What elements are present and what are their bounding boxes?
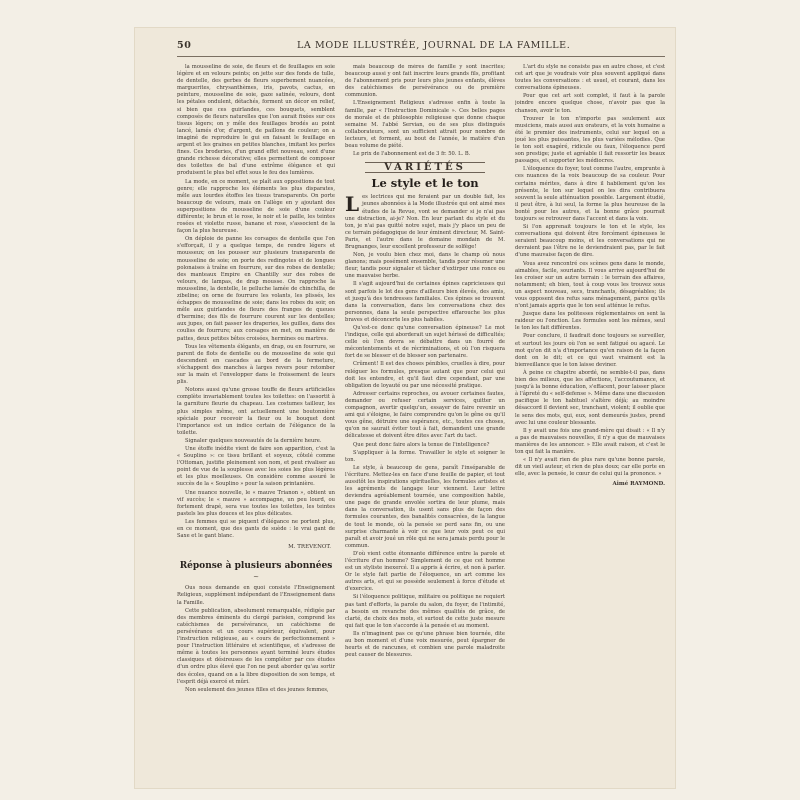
- paragraph: Trouver le ton n'importe pas seulement aux musiciens, mais aussi aux orateurs, et la voix humaine a été le premier des instruments, celui sur lequel on a joué les plus puissantes, les plus variées mélodies. Que le ton soit exagéré, ridicule ou faux, l'éloquence perd son prestige; juste et agréable il fait ressortir les beaux passages, et supporter les médiocres.: [515, 115, 665, 165]
- paragraph: On déploie de panne les corsages de dentelle que l'on s'efforçait, il y a quelque temps, de rendre légers et mousseux; on les pousser sur plusieurs transparents de mousseline de soie; on porte des redingotes et de longues polonaises à traîne en fourrure, sur des robes de dentelle; des manteaux Empire en Chantilly sur des robes de velours, de lampas, de drap mousse. On rapproche la mousseline, la dentelle, le pelluche lamée de chinchilla, de zibeline; on orne de fourrure les volants, les plissés, les échappes de mousseline de soie; dans les robes du soir, on mêle aux guirlandes de fleurs des franges de queues d'hermine; des fils de fourrure courent sur les dentelles; aux jupes, on fait passer les draperies, les guilles, dans des couliss de fourrure; aux corsages en met, on manière de pattes, deux petites bêtes croisées, hermines ou martres.: [177, 236, 335, 342]
- article-title: Le style et le ton: [371, 176, 479, 191]
- paragraph: L'éloquence du foyer, tout comme l'autre, emprunte à ces nuances de la voix beaucoup de sa couleur. Pour certains mérites, dans à dire il habilement qu'on les présente, le ton sur lequel on les dira contribuera souvent la seule atténuation possible. Largement étudié, il peut être, à lui seul, la forme la plus heureuse de la bonté pour les autres, et la bonne grâce pourrait toujours se retrouver dans l'accent et dans la voix.: [515, 166, 665, 222]
- paragraph: La mode, en ce moment, se plaît aux oppositions de tout genre; elle rapproche les éléments les plus disparates, mêle aux lourdes étoffes les tissus transparents. On porte beaucoup de velours, mais on l'allège en y ajoutant des superpositions de mousseline de soie d'une couleur différente; le brun et le rose, le noir et le paille, les teintes rosées et violette russe, banane et rose, s'associent de la façon la plus heureuse.: [177, 178, 335, 235]
- section-banner: VARIÉTÉS: [365, 162, 485, 173]
- section-title: Réponse à plusieurs abonnées: [179, 561, 333, 572]
- header-rule: [177, 56, 665, 57]
- page-number: 50: [177, 40, 192, 51]
- paragraph: Cette publication, absolument remarquable, rédigée par des membres éminents du clergé parisien, comprend les catéchismes de persévérance, un catéchisme de persévérance et un cours supérieur, équivalent, pour l'instruction religieuse, au « cours de perfectionnement » pour l'instruction littéraire et scientifique, et s'adresse de même à toutes les personnes ayant terminé leurs études classiques et désireuses de les compléter par ces études d'un ordre plus élevé que l'on ne peut aborder qu'au sortir des écoles, quand on a la libre disposition de son temps, et l'esprit déjà exercé et mûri.: [177, 607, 335, 685]
- paragraph: Qu'est-ce donc qu'une conversation épineuse? Le mot l'indique, celle qui aborderait un sujet hérissé de difficultés; celle où l'on devra se débattre dans un fourré de mécontentements et de récriminations, et où l'on risquera fort de se blesser et de blesser son partenaire.: [345, 325, 505, 360]
- column-left: [177, 64, 335, 778]
- paragraph: Crûment! Il est des choses pénibles, cruelles à dire, pour reléguer les formules, presque autant que pour celui qui doit les entendre, et qu'il faut dire cependant, par une obligation de loyauté ou par une nécessité pratique.: [345, 361, 505, 389]
- ornament-divider: ~: [253, 573, 259, 582]
- paragraph: Il y avait une fois une grand-mère qui disait : « Il n'y a pas de mauvaises nouvelles, il n'y a que de mauvaises manières de les annoncer. » Elle avait raison, et c'est le ton qui fait la manière.: [515, 427, 665, 455]
- price-line: Le prix de l'abonnement est de 3 fr. 50. L. B.: [353, 151, 471, 158]
- page-header: [177, 40, 665, 56]
- paragraph: Il s'agit aujourd'hui de certaines épines capricieuses qui sont parfois le lot des gens d'ailleurs bien élevés, des amis, et jusqu'à des tendresses familiales. Ces épines se trouvent dans la conversation, dans les conversations chez des personnes, dans la seule perspective effarouche les plus braves et déconcerte les plus habiles.: [345, 281, 505, 323]
- paragraph: Vous avez rencontré ces scènes gens dans le monde, aimables, facile, souriants. Il vous arrive aujourd'hui de les croiser sur un autre terrain : le terrain des affaires, notamment; eh bien, tout à coup vous les trouvez sous un aspect nouveau, secs, tranchants, désagréables; ils vous opposent des refus sans ménagement, parce qu'ils n'ont jamais appris que le ton seul atténue le refus.: [515, 260, 665, 310]
- paragraph: Que peut donc faire alors la tenue de l'intelligence?: [353, 441, 490, 448]
- paragraph: Tous les vêtements élégants, en drap, ou en fourrure, se parent de flots de dentelle ou de mousseline de soie qui descendent en cascades au bord de la fermeture, s'échappent des manches à larges revers pour retomber sur la main et l'envelopper dans le froissement de leurs plis.: [177, 343, 335, 386]
- newspaper-page: [135, 28, 675, 788]
- paragraph: Non seulement des jeunes filles et des jeunes femmes,: [185, 686, 329, 693]
- paragraph: la mousseline de soie, de fleurs et de feuillages en soie légère et en velours peints; on jette sur des fonds de tulle, de dentelle, des gerbes de fleurs superbement nuancées, marguerites, chrysanthèmes, iris, pavots, cactus, en peinture, mousseline de soie, gaze satinée, velours, dont les pétales ondulent, détachés, forment un décor en relief, si bien que ces guirlandes, ces bouquets, semblent composés de fleurs naturelles que l'on aurait fixées sur ces tissus légers; on y mêle des feuillages brodés au point lancé, lamés d'or, d'argent, de paillons de couleur; on a imaginé de reproduire le gui en faisant le feuillage en argent et les graines en petites blanches, imitant les perles fines. Ces broderies, d'un grand effet nouveau, sont d'une grande richesse décorative; elles permettent de composer des toilettes de bal d'une extrême élégance et qui produisent le plus bel effet sous le feu des lumières.: [177, 64, 335, 177]
- paragraph: S'appliquer à la forme. Travailler le style et soigner le ton.: [345, 449, 505, 463]
- paragraph: Si l'éloquence politique, militaire ou politique ne requiert pas tant d'efforts, la parole du salon, du foyer, de l'intimité, a besoin en revanche des mêmes qualités de grâce, de clarté, de choix des mots, et surtout de cette juste mesure qui fait que le ton s'accorde à la pensée et au moment.: [345, 594, 505, 629]
- paragraph: Jusque dans les politesses réglementaires on sent la raideur ou l'onction. Les formules sont les mêmes, seul le ton les fait différentes.: [515, 311, 665, 332]
- paragraph-text: es lectrices qui me feraient par un double fait, les jeunes abonnées à la Mode illustrée qui ont aimé mes études de la Revue, vont se demander si je n'ai pas une distraction, ai-je? Non. En leur parlant du style et du ton, je n'ai pas quitté notre sujet, mais j'y place un peu de ce terrain pédagogique de leur éminent directeur, M. Saint-Paris, et l'autre dans le domaine mondain de M. Brugnanges, leur excellent professeur de solfège!: [345, 194, 505, 250]
- paragraph: Les femmes qui se piquent d'élégance ne portent plus, en ce moment, que des gants de suède : le vrai gant de Saxe et le gant blanc.: [177, 518, 335, 540]
- paragraph: L'Enseignement Religieux s'adresse enfin à toute la famille, par « l'Instruction Dominicale ». Ces belles pages de morale et de philosophie religieuse que donne chaque semaine M. l'abbé Servian, ou de ses plus distingués collaborateurs, sont un sufficient attrait pour nombre de lecteurs, et forment, au bout de l'année, le matière d'un beau volume de piété.: [345, 100, 505, 150]
- paragraph: L'art du style ne consiste pas en autre chose, et c'est cet art que je voudrais voir plus souvent appliqué dans toutes les conversations : et usuel, et courant, dans les conversations épineuses.: [515, 64, 665, 92]
- paragraph: Notons aussi qu'une grosse touffe de fleurs artificielles complète invariablement toutes les toilettes: on l'assortit à la garniture fleurie du chapeau. Les costumes tailleur, les plus simples même, ont actuellement une boutonnière spéciale pour recevoir la fleur ou le bouquet dont l'importance est un indice certain de l'élégance de la toilette.: [177, 387, 335, 436]
- paragraph: Adresser certains reproches, ou avouer certaines fautes, demander ou refuser certain services, quitter un compagnon, avertir quelqu'un, essayer de faire revenir un ami qui s'éloigne, le faire comprendre qu'on le gêne ou qu'il vous gêne, détruire une espérance, etc., toutes ces choses, qu'on ne saurait éviter tout à fait, demandent une grande délicatesse et doivent être dites avec l'art du tact.: [345, 390, 505, 440]
- paragraph: Signaler quelques nouveautés de la dernière heure.: [185, 437, 322, 444]
- paragraph: Le style, à beaucoup de gens, paraît l'inséparable de l'écriture. Mettez-les en face d'une feuille de papier, et tout aussitôt les inspirations spirituelles, les formules artistes et les agréments de langage leur viennent. Leur lettre deviendra agréablement tournée, une composition habile, une page de grande envolée sortira de leur plume, mais dans la conversation, ils usent sans plus de façon des formules courantes, des banalités consacrées, de la langue de tout le monde, où la pensée se perd sans fin, ou une surprise charmante à voir ce que leur voix peut ce qui paraît et avoir joué un rôle qui ne sera jamais perdu pour le commun.: [345, 464, 505, 549]
- column-middle: [345, 64, 505, 778]
- author-signature: Aimé RAYMOND.: [612, 481, 665, 488]
- paragraph: Pour que cet art soit complet, il faut à la parole joindre encore quelque chose, n'avoir pas que la chanson, avoir le ton.: [515, 93, 665, 114]
- paragraph: Si l'on apprenait toujours le ton et le style, les conversations qui doivent être forcément épineuses le seraient beaucoup moins, et les conversations qui ne devraient pas l'être ne le deviendraient pas, par le fait d'une mauvaise façon de dire.: [515, 224, 665, 259]
- column-right: [515, 64, 665, 778]
- paragraph-with-dropcap: [345, 194, 505, 251]
- paragraph: Pour conclure, il faudrait donc toujours se surveiller, et surtout les jours où l'on se sent fatigué ou agacé. Le mot qu'on dit n'a d'importance qu'en raison de la façon dont on le dit; et ce qui vaut vraiment est la bienveillance que le ton laisse deviner.: [515, 333, 665, 368]
- paragraph: Non, je voulu bien chez moi, dans le champ où nous glanons; mais posément ensemble, tandis pour résumer une fleur, tandis pour signaler et tâcher d'extirper une ronce ou une mauvaise herbe.: [345, 252, 505, 280]
- paragraph: Ils n'imaginent pas ce qu'une phrase bien tournée, dite au bon moment et d'une voix mesurée, peut épargner de heurts et de rancunes, et combien une parole maladroite peut causer de blessures.: [345, 630, 505, 659]
- journal-title: LA MODE ILLUSTRÉE, JOURNAL DE LA FAMILLE.: [297, 40, 571, 51]
- paragraph: « Il n'y avait rien de plus rare qu'une bonne parole, dit un vieil auteur, et rien de plus doux; car elle porte en elle, avec la pensée, le cœur de celui qui la prononce. »: [515, 457, 665, 478]
- paragraph: Une étoffe inédite vient de faire son apparition, c'est la « Souplino »: ce tissu brillant et soyeux, côtelé comme l'Ottoman, justifie pleinement son nom, et peut rivaliser au point de vue de la souplesse avec les soies les plus légères et les plus moelleuses. On considère comme assuré le succès de la « Souplino » pour la saison printanière.: [177, 445, 335, 488]
- paragraph: À peine ce chapitre abordé, ne semble-t-il pas, dans bien des milieux, que les affections, l'accoutumance, et jusqu'à la bonne éducation, s'effacent, pour laisser place à l'âpreté du « self-defense ». Même dans une discussion pacifique le ton habituel s'altère déjà; au moindre désaccord il devient sec, tranchant, violent; il oublie que le sens des mots, qui, eux, sont demeurés justes, prend avec lui une couleur blessante.: [515, 369, 665, 426]
- paragraph: D'où vient cette étonnante différence entre la parole et l'écriture d'un homme? Simplement de ce que cet homme est un styliste inexercé. Il a appris à écrire, et non à parler. Or le style fait partie de l'éloquence, un art comme les autres arts, et qui se possède seulement à force d'étude et d'exercice.: [345, 550, 505, 593]
- paragraph: Une nuance nouvelle, le « mauve Trianon », obtient un vif succès; le « mauve » accompagne, un peu lourd, ou fortement drapé, sera vue toutes les toilettes, les teintes pastels les plus douces et les plus délicates.: [177, 489, 335, 517]
- author-signature: M. TREVENOT.: [288, 544, 331, 551]
- paragraph: Ous nous demande en quoi consiste l'Enseignement Religieux, supplément indépendant de l'Enseignement dans la Famille.: [177, 585, 335, 606]
- paragraph: mais beaucoup de mères de famille y sont inscrites; beaucoup aussi y ont fait inscrire leurs grands fils, profitant de l'abonnement pris pour leurs plus jeunes enfants, élèves des catéchismes de persévérance ou de première communion.: [345, 64, 505, 99]
- dropcap-letter: L: [345, 192, 360, 217]
